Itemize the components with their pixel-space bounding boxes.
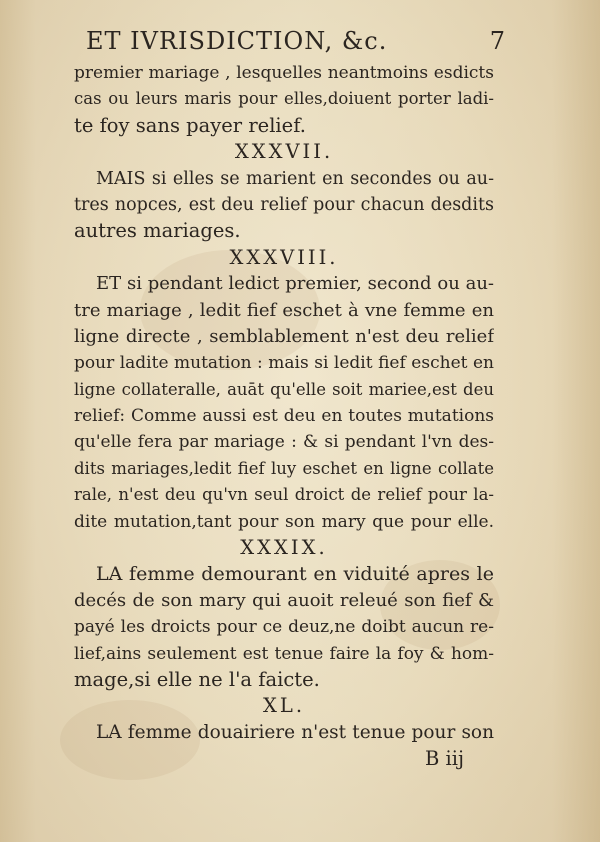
page-number: 7 [489,27,506,55]
running-head: ET IVRISDICTION, &c. [86,27,388,55]
text-line: autres mariages. [74,219,241,243]
text-line: tres nopces, est deu relief pour chacun desdits [74,194,494,215]
text-block [74,22,506,773]
text-line: pour ladite mutation : mais si ledit fief eschet en [74,353,494,374]
text-line: premier mariage , lesquelles neantmoins esdicts [74,63,494,83]
text-line: LA femme demourant en viduité apres le [96,563,494,586]
text-line: dite mutation,tant pour son mary que pour elle. [74,511,494,532]
text-line: ligne directe , semblablement n'est deu relief [74,325,494,347]
signature-mark: B iij [424,747,464,771]
text-line: ligne collateralle, auāt qu'elle soit mariee,est deu [74,379,494,399]
section-heading: XXXIX. [240,536,328,560]
page-header [74,22,506,60]
text-line: cas ou leurs maris pour elles,doiuent porter ladi- [74,89,494,109]
text-line: relief: Comme aussi est deu en toutes mutations [74,406,494,427]
section-heading: XL. [262,694,306,718]
text-line: dits mariages,ledit fief luy eschet en ligne collate [74,458,494,478]
section-heading: XXXVII. [234,140,334,164]
text-line: decés de son mary qui auoit releué son fief & [74,589,494,611]
text-line: te foy sans payer relief. [74,113,306,137]
text-line: mage,si elle ne l'a faicte. [74,667,320,691]
text-line: payé les droicts pour ce deuz,ne doibt aucun re- [74,617,494,638]
text-line: qu'elle fera par mariage : & si pendant l'vn des- [74,432,494,453]
section-heading: XXXVIII. [229,245,339,269]
text-line: MAIS si elles se marient en secondes ou au- [96,168,494,189]
text-line: lief,ains seulement est tenue faire la foy & hom- [74,643,494,664]
text-line: rale, n'est deu qu'vn seul droict de relief pour la- [74,485,494,505]
text-line: tre mariage , ledit fief eschet à vne femme en [74,299,494,321]
text-line: LA femme douairiere n'est tenue pour son [96,721,494,743]
text-line: ET si pendant ledict premier, second ou au- [96,273,494,295]
